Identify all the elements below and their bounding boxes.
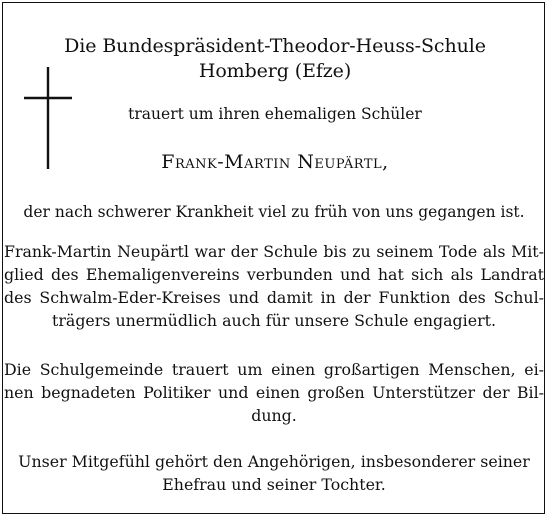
paragraph-line: Ehefrau und seiner Tochter. xyxy=(162,475,386,494)
paragraph-line: trägers unermüdlich auch für unsere Schule engagiert. xyxy=(52,311,496,330)
paragraph-line: glied des Ehemaligenvereins verbunden und hat sich als Landrat xyxy=(4,265,544,284)
paragraph-community xyxy=(4,358,544,427)
school-name: Die Bundespräsident-Theodor-Heuss-Schule xyxy=(64,35,486,57)
paragraph-line: des Schwalm-Eder-Kreises und damit in der Funktion des Schul- xyxy=(4,288,544,307)
paragraph-line: dung. xyxy=(251,406,297,425)
school-location: Homberg (Efze) xyxy=(198,60,352,82)
intro-line: der nach schwerer Krankheit viel zu früh von uns gegangen ist. xyxy=(23,203,525,221)
deceased-name: Frank-Martin Neupärtl, xyxy=(161,151,389,173)
mourning-statement: trauert um ihren ehemaligen Schüler xyxy=(128,105,422,123)
paragraph-line: Unser Mitgefühl gehört den Angehörigen, insbesonderer seiner xyxy=(18,452,530,471)
intro-sentence xyxy=(4,201,544,224)
paragraph-line: Frank-Martin Neupärtl war der Schule bis zu seinem Tode als Mit- xyxy=(4,242,544,261)
paragraph-condolence xyxy=(4,450,544,496)
paragraph-line: Die Schulgemeinde trauert um einen großartigen Menschen, ei- xyxy=(4,360,544,379)
paragraph-line: nen begnadeten Politiker und einen großen Unterstützer der Bil- xyxy=(4,383,544,402)
paragraph-tribute xyxy=(4,240,544,332)
